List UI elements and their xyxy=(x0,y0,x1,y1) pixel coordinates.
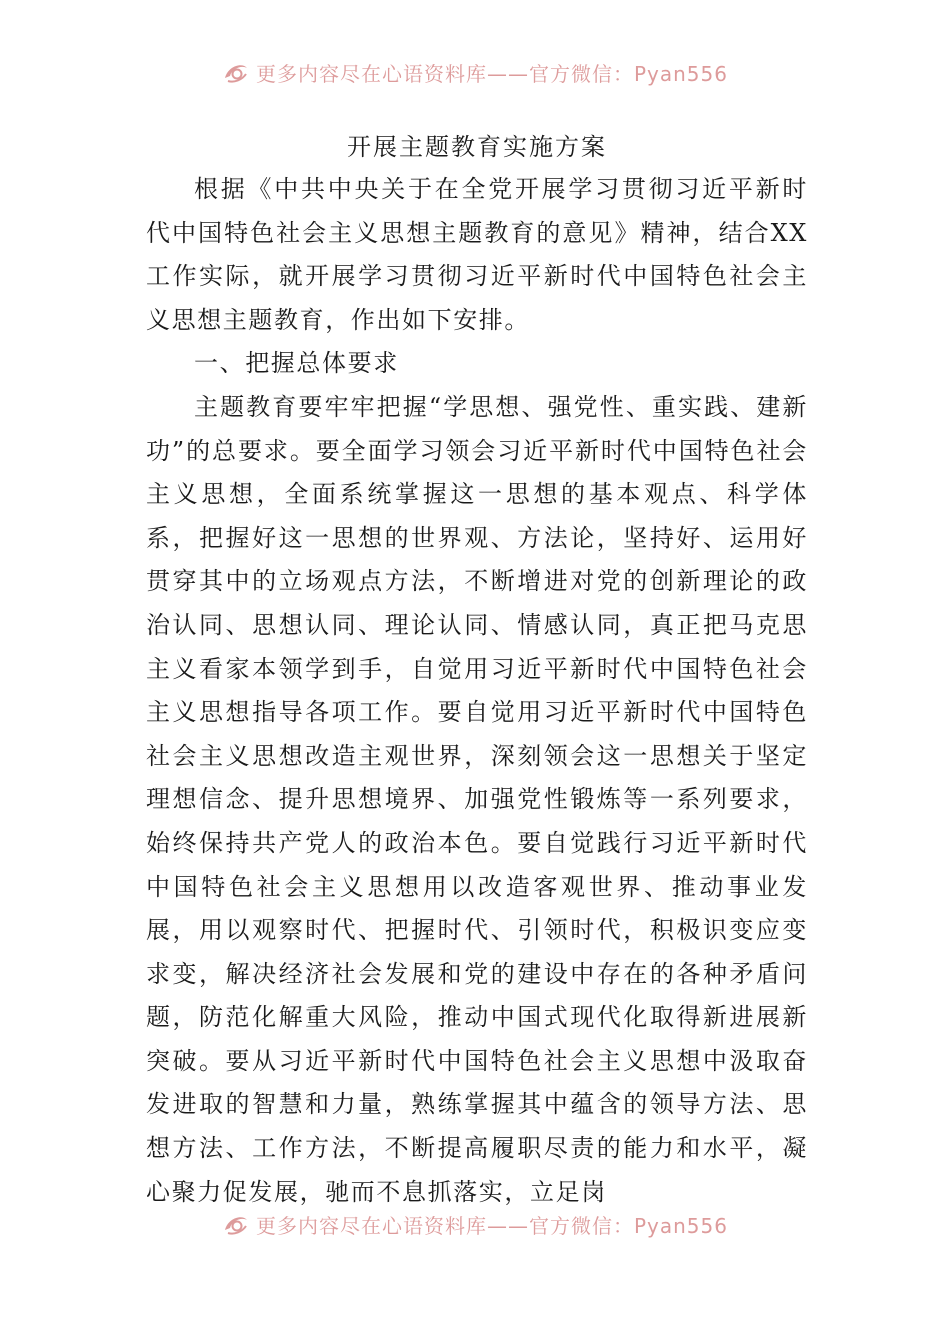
swirl-logo-icon xyxy=(222,60,250,84)
section-paragraph: 主题教育要牢牢把握“学思想、强党性、重实践、建新功”的总要求。要全面学习领会习近平新时代中国特色社会主义思想，全面系统掌握这一思想的基本观点、科学体系，把握好这一思想的世界观、方法论，坚持好、运用好贯穿其中的立场观点方法，不断增进对党的创新理论的政治认同、思想认同、理论认同、情感认同，真正把马克思主义看家本领学到手，自觉用习近平新时代中国特色社会主义思想指导各项工作。要自觉用习近平新时代中国特色社会主义思想改造主观世界，深刻领会这一思想关于坚定理想信念、提升思想境界、加强党性锻炼等一系列要求，始终保持共产党人的政治本色。要自觉践行习近平新时代中国特色社会主义思想用以改造客观世界、推动事业发展，用以观察时代、把握时代、引领时代，积极识变应变求变，解决经济社会发展和党的建设中存在的各种矛盾问题，防范化解重大风险，推动中国式现代化取得新进展新突破。要从习近平新时代中国特色社会主义思想中汲取奋发进取的智慧和力量，熟练掌握其中蕴含的领导方法、思想方法、工作方法，不断提高履职尽责的能力和水平，凝心聚力促发展，驰而不息抓落实，立足岗 xyxy=(146,392,808,1206)
document-body xyxy=(146,126,808,1214)
watermark-text: 更多内容尽在心语资料库——官方微信：Pyan556 xyxy=(255,61,728,86)
swirl-logo-icon xyxy=(222,1212,250,1236)
intro-paragraph: 根据《中共中央关于在全党开展学习贯彻习近平新时代中国特色社会主义思想主题教育的意见》精神，结合XX工作实际，就开展学习贯彻习近平新时代中国特色社会主义思想主题教育，作出如下安排。 xyxy=(146,175,808,334)
header-watermark xyxy=(0,54,950,90)
footer-watermark xyxy=(0,1206,950,1242)
document-title: 开展主题教育实施方案 xyxy=(347,133,607,161)
section-heading: 一、把握总体要求 xyxy=(194,349,399,378)
watermark-text: 更多内容尽在心语资料库——官方微信：Pyan556 xyxy=(255,1213,728,1238)
